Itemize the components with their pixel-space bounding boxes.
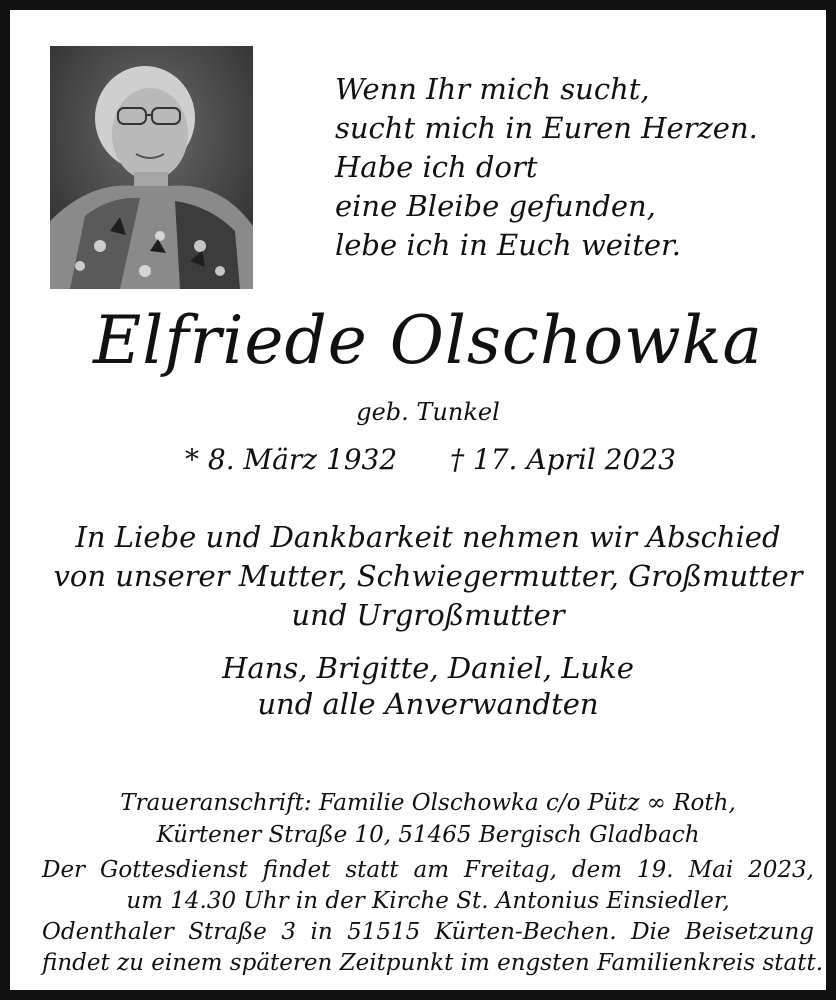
birth-date: * 8. März 1932 — [185, 443, 398, 476]
poem — [335, 70, 805, 265]
farewell-line: von unserer Mutter, Schwiegermutter, Großmutter — [53, 559, 803, 593]
mourning-address — [10, 787, 836, 851]
poem-line: Wenn Ihr mich sucht, — [335, 72, 650, 106]
service-info — [42, 855, 824, 979]
service-line: findet zu einem späteren Zeitpunkt im engsten Familienkreis statt. — [42, 950, 824, 976]
mourners-line: und alle Anverwandten — [257, 687, 599, 721]
service-line: um 14.30 Uhr in der Kirche St. Antonius Einsiedler, — [126, 888, 730, 914]
deceased-name: Elfriede Olschowka — [93, 302, 763, 379]
farewell-text — [10, 518, 836, 635]
service-line: Odenthaler Straße 3 in 51515 Kürten-Bechen. Die Beisetzung — [42, 919, 814, 945]
death-date: † 17. April 2023 — [450, 443, 676, 476]
farewell-line: und Urgroßmutter — [291, 598, 565, 632]
poem-line: lebe ich in Euch weiter. — [335, 228, 681, 262]
mourners — [10, 650, 836, 722]
farewell-line: In Liebe und Dankbarkeit nehmen wir Abschied — [75, 520, 781, 554]
mourners-line: Hans, Brigitte, Daniel, Luke — [222, 651, 634, 685]
portrait-photo — [50, 46, 253, 289]
address-line: Kürtener Straße 10, 51465 Bergisch Gladbach — [156, 822, 700, 848]
poem-line: sucht mich in Euren Herzen. — [335, 111, 758, 145]
poem-line: Habe ich dort — [335, 150, 538, 184]
address-line: Traueranschrift: Familie Olschowka c/o Pütz ∞ Roth, — [120, 790, 736, 816]
service-line: Der Gottesdienst findet statt am Freitag, dem 19. Mai 2023, — [42, 857, 814, 883]
maiden-name: geb. Tunkel — [356, 398, 500, 426]
poem-line: eine Bleibe gefunden, — [335, 189, 656, 223]
